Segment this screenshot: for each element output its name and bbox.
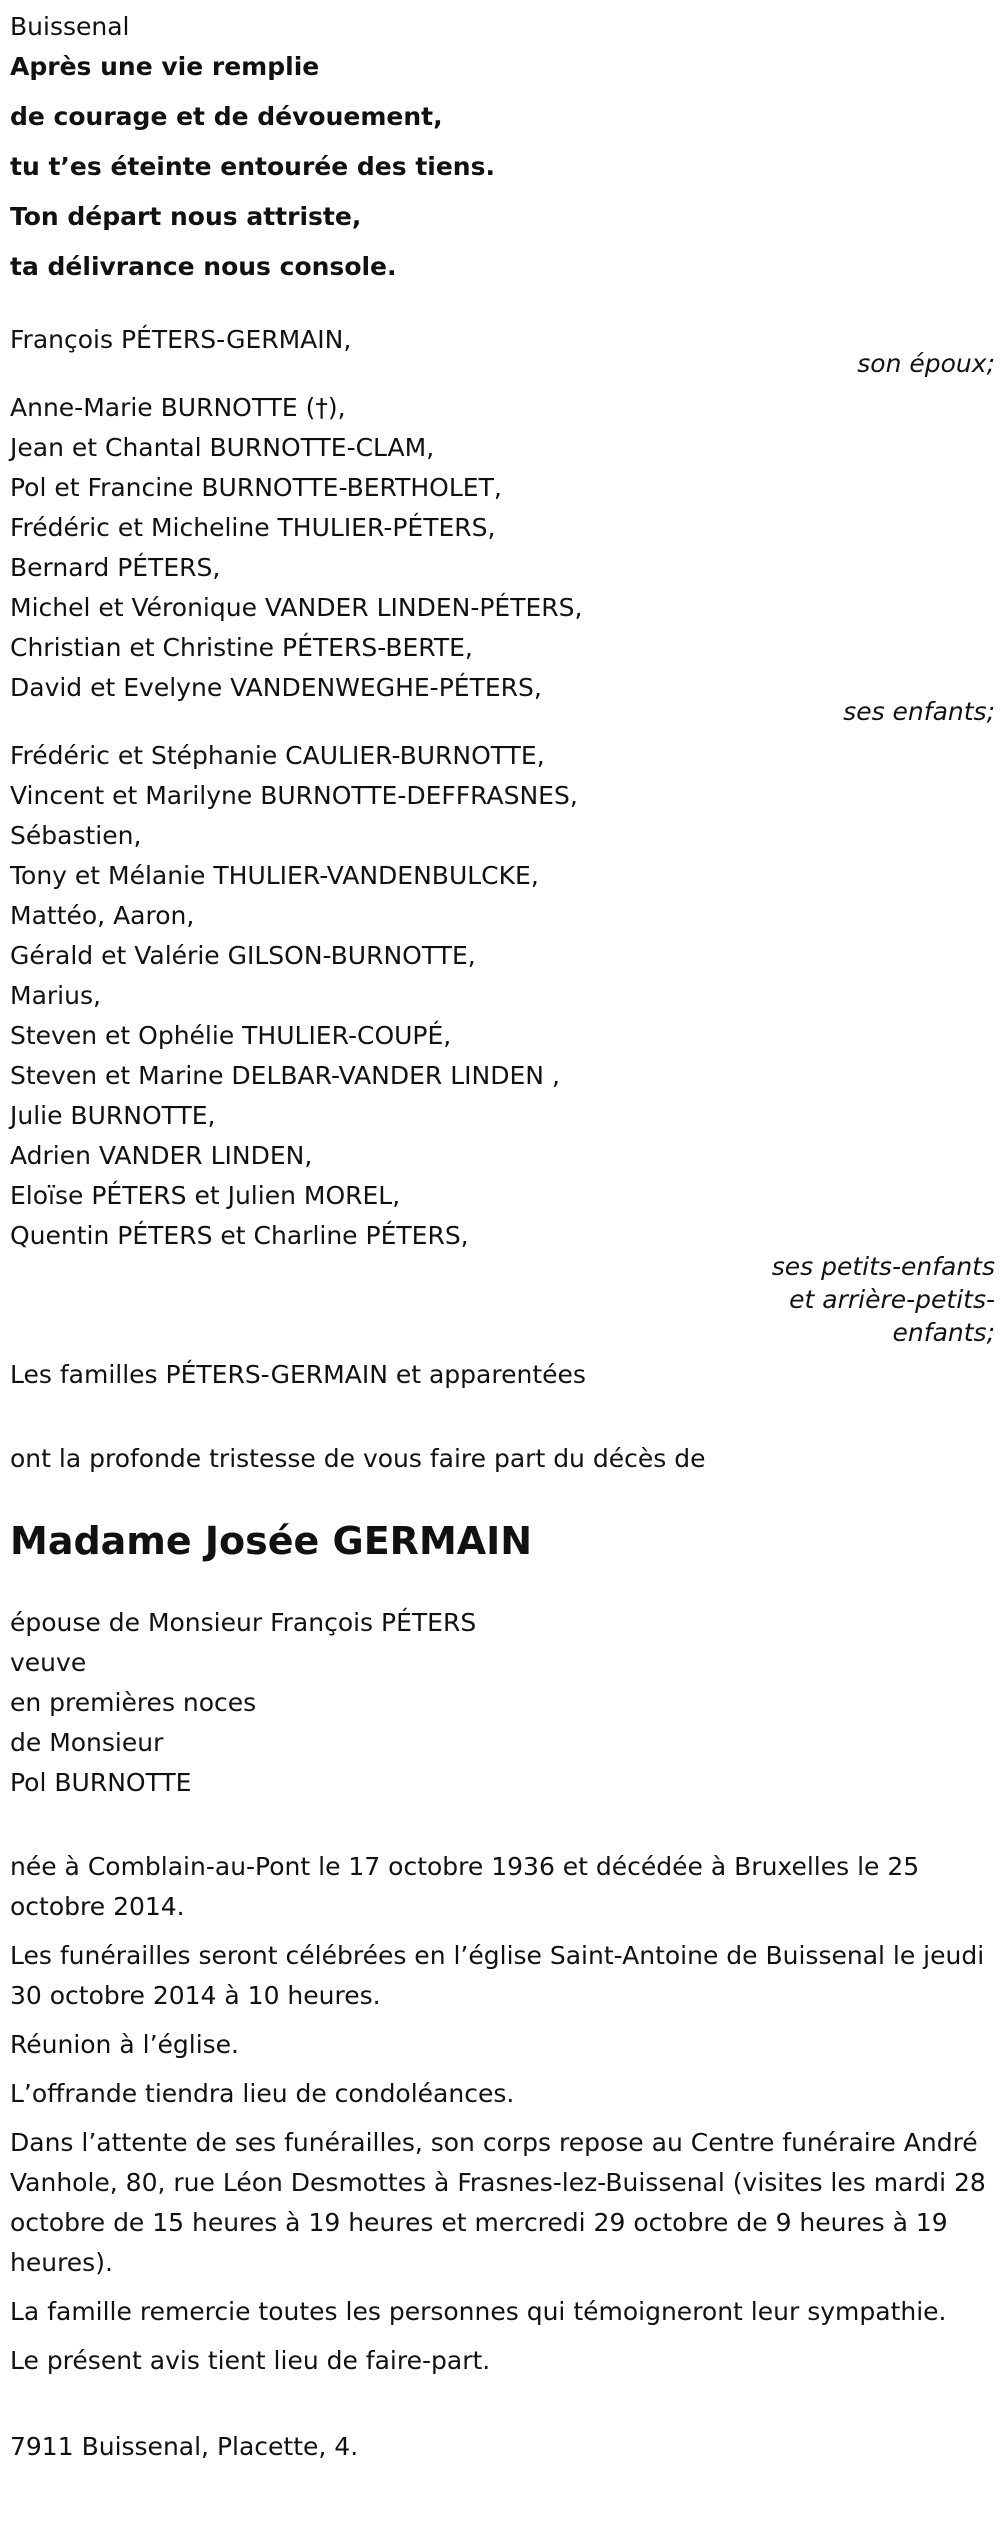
address-line: 7911 Buissenal, Placette, 4. [10, 2432, 359, 2461]
spouse-info-line: épouse de Monsieur François PÉTERS [10, 1608, 477, 1637]
notice-paragraph: Le présent avis tient lieu de faire-part. [10, 2346, 491, 2375]
grandchildren-role-line: enfants; [892, 1318, 995, 1347]
spouse-role: son époux; [857, 349, 995, 378]
grandchild-name: Eloïse PÉTERS et Julien MOREL, [10, 1181, 401, 1210]
poem-line: tu t’es éteinte entourée des tiens. [10, 152, 495, 181]
poem-line: ta délivrance nous console. [10, 252, 397, 281]
grandchild-name: Tony et Mélanie THULIER-VANDENBULCKE, [10, 861, 539, 890]
grandchildren-role-line: ses petits-enfants [771, 1252, 995, 1281]
details [10, 1847, 995, 2381]
grandchild-name: Frédéric et Stéphanie CAULIER-BURNOTTE, [10, 741, 545, 770]
child-name: Pol et Francine BURNOTTE-BERTHOLET, [10, 473, 502, 502]
child-name: Jean et Chantal BURNOTTE-CLAM, [10, 433, 435, 462]
spouse-name: François PÉTERS-GERMAIN, [10, 325, 352, 354]
birth-death-paragraph: née à Comblain-au-Pont le 17 octobre 1936 et décédée à Bruxelles le 25 octobre 2014. [10, 1852, 920, 1921]
grandchildren-role-line: et arrière-petits- [789, 1285, 995, 1314]
offering-paragraph: L’offrande tiendra lieu de condoléances. [10, 2079, 515, 2108]
families-line: Les familles PÉTERS-GERMAIN et apparentées [10, 1360, 586, 1389]
poem-line: Après une vie remplie [10, 52, 320, 81]
child-name: Frédéric et Micheline THULIER-PÉTERS, [10, 513, 496, 542]
obituary-document [10, 7, 995, 2467]
meeting-paragraph: Réunion à l’église. [10, 2030, 240, 2059]
child-name: Anne-Marie BURNOTTE (†), [10, 393, 346, 422]
child-name: Bernard PÉTERS, [10, 553, 221, 582]
grandchild-name: Steven et Marine DELBAR-VANDER LINDEN , [10, 1061, 560, 1090]
spouse-info-line: en premières noces [10, 1688, 257, 1717]
deceased-name: Madame Josée GERMAIN [10, 1519, 533, 1563]
funeral-paragraph: Les funérailles seront célébrées en l’église Saint-Antoine de Buissenal le jeudi 30 octobre 2014 à 10 heures. [10, 1941, 985, 2010]
child-name: David et Evelyne VANDENWEGHE-PÉTERS, [10, 673, 542, 702]
place-name: Buissenal [10, 12, 130, 41]
grandchild-name: Marius, [10, 981, 101, 1010]
grandchild-name: Gérald et Valérie GILSON-BURNOTTE, [10, 941, 476, 970]
visit-paragraph: Dans l’attente de ses funérailles, son corps repose au Centre funéraire André Vanhole, 80, rue Léon Desmottes à Frasnes-lez-Buissenal (visites les mardi 28 octobre de 15 heures à 19 heures et mercredi 29 octobre de 9 heures à 19 heures). [10, 2128, 986, 2277]
grandchild-name: Sébastien, [10, 821, 142, 850]
grandchild-name: Vincent et Marilyne BURNOTTE-DEFFRASNES, [10, 781, 578, 810]
grandchild-name: Mattéo, Aaron, [10, 901, 195, 930]
children-role: ses enfants; [843, 697, 995, 726]
poem-line: Ton départ nous attriste, [10, 202, 362, 231]
grandchild-name: Julie BURNOTTE, [10, 1101, 216, 1130]
child-name: Christian et Christine PÉTERS-BERTE, [10, 633, 473, 662]
spouse-info-line: veuve [10, 1648, 87, 1677]
spouse-info-line: Pol BURNOTTE [10, 1768, 192, 1797]
grandchild-name: Adrien VANDER LINDEN, [10, 1141, 313, 1170]
grandchildren-role [10, 1250, 995, 1349]
spouse-info-line: de Monsieur [10, 1728, 164, 1757]
grandchild-name: Steven et Ophélie THULIER-COUPÉ, [10, 1021, 452, 1050]
children-group [10, 388, 995, 728]
spouse-group [10, 320, 995, 380]
thanks-paragraph: La famille remercie toutes les personnes qui témoigneront leur sympathie. [10, 2297, 947, 2326]
spouse-info [10, 1603, 995, 1803]
poem-line: de courage et de dévouement, [10, 102, 443, 131]
child-name: Michel et Véronique VANDER LINDEN-PÉTERS, [10, 593, 583, 622]
grandchild-name: Quentin PÉTERS et Charline PÉTERS, [10, 1221, 469, 1250]
grandchildren-group [10, 736, 995, 1349]
announcement-line: ont la profonde tristesse de vous faire part du décès de [10, 1444, 706, 1473]
poem [10, 42, 995, 292]
